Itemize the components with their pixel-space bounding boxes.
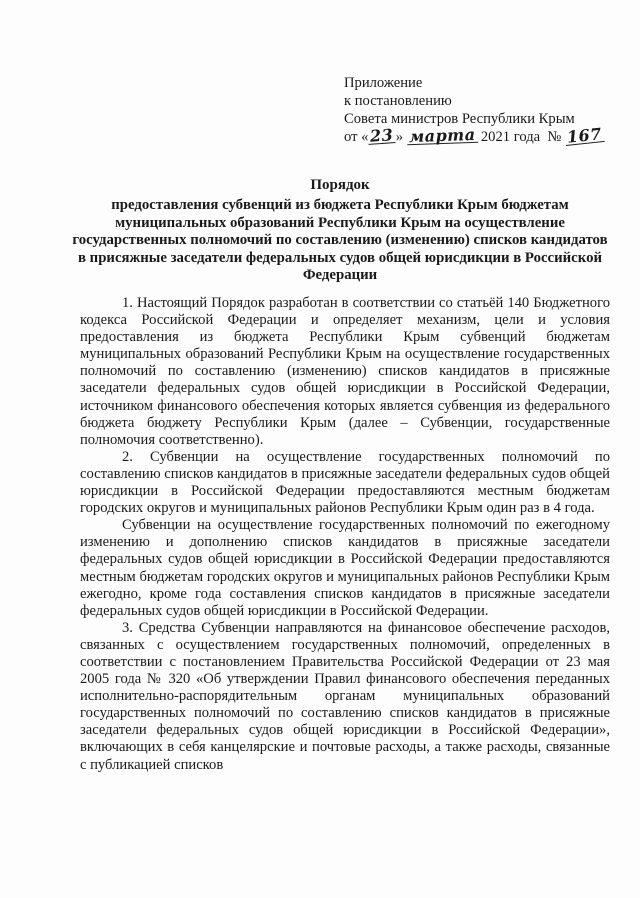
document-subtitle: предоставления субвенций из бюджета Республики Крым бюджетам муниципальных образований Республики Крым на осуществление государственных полномочий по составлению (изменению) списков кандидатов в присяжные заседатели федеральных судов общей юрисдикции в Российской Федерации xyxy=(72,197,608,284)
handwritten-number: 167 xyxy=(566,124,603,147)
annex-resolution-ref: к постановлению xyxy=(344,93,452,109)
handwritten-month: марта xyxy=(408,124,476,147)
paragraph-3: Субвенции на осуществление государственных полномочий по ежегодному изменению и дополнению списков кандидатов в присяжные заседатели федеральных судов общей юрисдикции в Российской Федерации предоставляются местным бюджетам городских округов и муниципальных районов Республики Крым ежегодно, кроме года составления списков кандидатов в присяжные заседатели федеральных судов общей юрисдикции в Российской Федерации. xyxy=(80,517,610,619)
number-prefix: № xyxy=(547,129,562,145)
document-body xyxy=(80,295,610,774)
date-year: 2021 года xyxy=(480,129,541,145)
document-title: Порядок xyxy=(310,177,370,193)
date-mid: » xyxy=(395,129,403,145)
paragraph-1: 1. Настоящий Порядок разработан в соответствии со статьёй 140 Бюджетного кодекса Российской Федерации и определяет механизм, цели и условия предоставления из бюджета Республики Крым субвенций бюджетам муниципальных образований Республики Крым на осуществление государственных полномочий по составлению (изменению) списков кандидатов в присяжные заседатели федеральных судов общей юрисдикции в Российской Федерации, источником финансового обеспечения которых является субвенция из федерального бюджета бюджету Республики Крым (далее – Субвенции, государственные полномочия соответственно). xyxy=(80,295,610,448)
annex-block xyxy=(344,74,624,146)
handwritten-day: 23 xyxy=(369,125,395,146)
annex-label: Приложение xyxy=(344,75,423,91)
annex-issuer: Совета министров Республики Крым xyxy=(344,111,575,127)
paragraph-4: 3. Средства Субвенции направляются на финансовое обеспечение расходов, связанных с осуществлением государственных полномочий, определенных в соответствии с постановлением Правительства Российской Федерации от 23 мая 2005 года № 320 «Об утверждении Правил финансового обеспечения переданных исполнительно-распорядительным органам муниципальных образований государственных полномочий по составлению списков кандидатов в присяжные заседатели федеральных судов общей юрисдикции в Российской Федерации», включающих в себя канцелярские и почтовые расходы, а также расходы, связанные с публикацией списков xyxy=(80,619,610,773)
date-prefix: от « xyxy=(344,129,369,145)
annex-date-line xyxy=(344,124,624,147)
paragraph-2: 2. Субвенции на осуществление государственных полномочий по составлению списков кандидатов в присяжные заседатели федеральных судов общей юрисдикции в Российской Федерации предоставляются местным бюджетам городских округов и муниципальных районов Республики Крым один раз в 4 года. xyxy=(80,448,610,517)
